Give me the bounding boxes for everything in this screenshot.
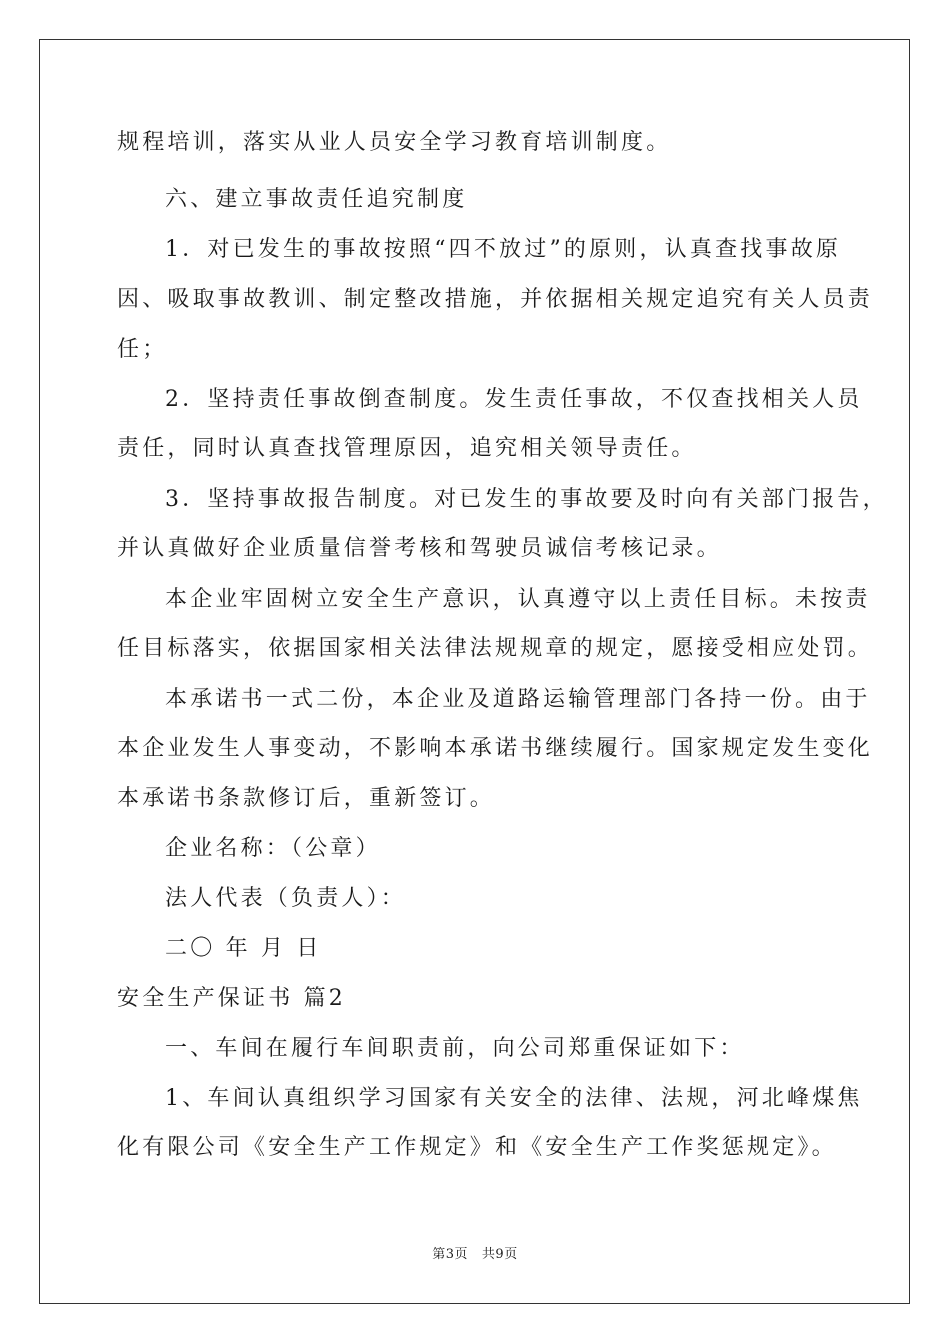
page-border bbox=[39, 39, 910, 1304]
paragraph-line: 任目标落实，依据国家相关法律法规规章的规定，愿接受相应处罚。 bbox=[117, 636, 874, 661]
paragraph-line: 1．对已发生的事故按照“四不放过”的原则，认真查找事故原 bbox=[165, 237, 842, 262]
paragraph-line: 责任，同时认真查找管理原因，追究相关领导责任。 bbox=[117, 436, 697, 461]
paragraph-line: 任； bbox=[117, 337, 168, 362]
paragraph-line: 因、吸取事故教训、制定整改措施，并依据相关规定追究有关人员责 bbox=[117, 287, 874, 312]
page-number: 第3页 共9页 bbox=[432, 1247, 518, 1262]
paragraph-line: 化有限公司《安全生产工作规定》和《安全生产工作奖惩规定》。 bbox=[117, 1135, 837, 1160]
paragraph-line: 2．坚持责任事故倒查制度。发生责任事故，不仅查找相关人员 bbox=[165, 387, 863, 412]
paragraph-line: 本承诺书条款修订后，重新签订。 bbox=[117, 786, 496, 811]
paragraph-line: 3．坚持事故报告制度。对已发生的事故要及时向有关部门报告， bbox=[165, 487, 888, 512]
paragraph-line: 1、车间认真组织学习国家有关安全的法律、法规，河北峰煤焦 bbox=[165, 1086, 863, 1111]
paragraph-line: 并认真做好企业质量信誉考核和驾驶员诚信考核记录。 bbox=[117, 536, 722, 561]
paragraph-line: 本承诺书一式二份，本企业及道路运输管理部门各持一份。由于 bbox=[165, 687, 871, 712]
section-title: 安全生产保证书 篇2 bbox=[117, 986, 346, 1011]
date-line: 二〇 年 月 日 bbox=[165, 936, 322, 961]
paragraph-line: 规程培训，落实从业人员安全学习教育培训制度。 bbox=[117, 130, 672, 155]
paragraph-line: 本企业牢固树立安全生产意识，认真遵守以上责任目标。未按责 bbox=[165, 587, 871, 612]
section-heading: 六、建立事故责任追究制度 bbox=[165, 187, 468, 212]
company-name-line: 企业名称：（公章） bbox=[165, 836, 381, 861]
paragraph-line: 一、车间在履行车间职责前，向公司郑重保证如下： bbox=[165, 1036, 745, 1061]
paragraph-line: 本企业发生人事变动，不影响本承诺书继续履行。国家规定发生变化 bbox=[117, 736, 874, 761]
legal-representative-line: 法人代表（负责人）： bbox=[165, 886, 407, 911]
